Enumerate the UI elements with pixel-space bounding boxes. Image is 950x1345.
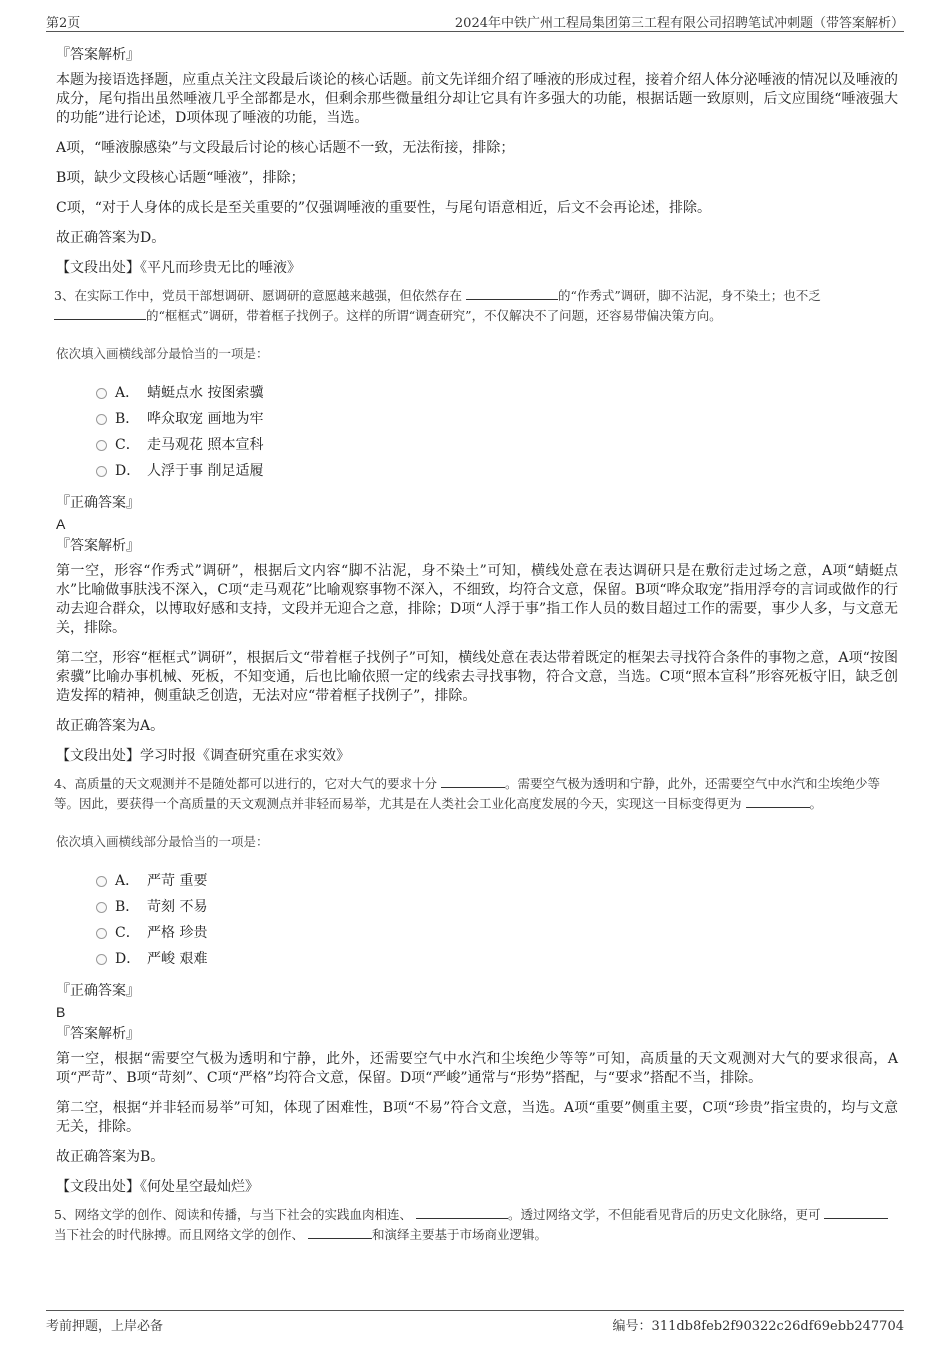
fill-blank: [824, 1207, 888, 1219]
radio-icon[interactable]: [96, 388, 107, 399]
fill-blank: [466, 288, 558, 300]
stem-text: 的“框框式”调研，带着框子找例子。这样的所谓“调查研究”，不仅解决不了问题，还容易带偏决策方向。: [146, 308, 722, 323]
source-citation: 【文段出处】学习时报《调查研究重在求实效》: [56, 748, 350, 764]
analysis-label: 『答案解析』: [56, 538, 140, 554]
option-letter: C．: [115, 437, 140, 453]
option-text: 人浮于事 削足适履: [147, 463, 264, 479]
stem-text: 。需要空气极为透明和宁静，此外，还需要空气中水汽和尘埃绝少等等。因此，要获得一个高质量的天文观测点并非轻而易举，尤其是在人类社会工业化高度发展的今天，实现这一目标变得更为: [54, 776, 880, 811]
document-title: 2024年中铁广州工程局集团第三工程有限公司招聘笔试冲刺题（带答案解析）: [454, 16, 904, 31]
radio-icon[interactable]: [96, 440, 107, 451]
analysis-label: 『答案解析』: [56, 1026, 140, 1042]
option-text: 苛刻 不易: [147, 899, 208, 915]
option-d[interactable]: [96, 946, 898, 972]
fill-blank: [308, 1227, 372, 1239]
page-footer: [46, 1310, 904, 1332]
analysis-paragraph: B项，缺少文段核心话题“唾液”，排除；: [56, 170, 305, 186]
analysis-paragraph: 第二空，形容“框框式”调研”，根据后文“带着框子找例子”可知，横线处意在表达带着既定的框架去寻找符合条件的事物之意，A项“按图索骥”比喻办事机械、死板，不知变通，后也比喻依照一定的线索去寻找事物，符合文意，当选。C项“照本宣科”形容死板守旧，缺乏创造发挥的精神，侧重缺乏创造，无法对应“带着框子找例子”，排除。: [56, 650, 898, 704]
fill-blank: [746, 796, 810, 808]
analysis-label: 『答案解析』: [56, 47, 140, 63]
footer-slogan: 考前押题，上岸必备: [46, 1319, 164, 1334]
stem-text: 3、在实际工作中，党员干部想调研、愿调研的意愿越来越强，但依然存在: [54, 288, 462, 303]
analysis-paragraph: 第二空，根据“并非轻而易举”可知，体现了困难性，B项“不易”符合文意，当选。A项“重要”侧重主要，C项“珍贵”指宝贵的，均与文意无关，排除。: [56, 1100, 898, 1135]
option-letter: C．: [115, 925, 140, 941]
radio-icon[interactable]: [96, 902, 107, 913]
option-b[interactable]: [96, 894, 898, 920]
radio-icon[interactable]: [96, 954, 107, 965]
stem-text: 5、网络文学的创作、阅读和传播，与当下社会的实践血肉相连、: [54, 1207, 412, 1222]
option-text: 严苛 重要: [147, 873, 208, 889]
option-a[interactable]: [96, 868, 898, 894]
stem-text: 和演绎主要基于市场商业逻辑。: [372, 1227, 548, 1242]
analysis-paragraph: 第一空，根据“需要空气极为透明和宁静，此外，还需要空气中水汽和尘埃绝少等等”可知，高质量的天文观测对大气的要求很高，A项“严苛”、B项“苛刻”、C项“严格”均符合文意，保留。D项“严峻”通常与“形势”搭配，与“要求”搭配不当，排除。: [56, 1051, 898, 1086]
option-c[interactable]: [96, 432, 898, 458]
analysis-paragraph: C项，“对于人身体的成长是至关重要的”仅强调唾液的重要性，与尾句语意相近，后文不会再论述，排除。: [56, 200, 712, 216]
radio-icon[interactable]: [96, 876, 107, 887]
option-letter: B．: [115, 411, 140, 427]
conclusion: 故正确答案为A。: [56, 718, 165, 734]
analysis-paragraph: A项，“唾液腺感染”与文段最后讨论的核心话题不一致，无法衔接，排除；: [56, 140, 515, 156]
option-letter: B．: [115, 899, 140, 915]
question-instruction: 依次填入画横线部分最恰当的一项是：: [56, 346, 269, 361]
conclusion: 故正确答案为D。: [56, 230, 166, 246]
page-content: [56, 46, 898, 1263]
conclusion: 故正确答案为B。: [56, 1149, 165, 1165]
question-5-stem: [54, 1205, 898, 1245]
correct-answer: A: [56, 516, 66, 532]
option-letter: D．: [115, 951, 141, 967]
stem-text: 的“作秀式”调研，脚不沾泥，身不染土；也不乏: [557, 288, 821, 303]
page-number: 第2页: [46, 16, 81, 31]
question-instruction: 依次填入画横线部分最恰当的一项是：: [56, 834, 269, 849]
analysis-paragraph: 第一空，形容“作秀式”调研”，根据后文内容“脚不沾泥，身不染土”可知，横线处意在表达调研只是在敷衍走过场之意，A项“蜻蜓点水”比喻做事肤浅不深入，C项“走马观花”比喻观察事物不深入，不细致，均符合文意，保留。B项“哗众取宠”指用浮夸的言词或做作的行动去迎合群众，以博取好感和支持，文段并无迎合之意，排除；D项“人浮于事”指工作人员的数目超过工作的需要，事少人多，与文意无关，排除。: [56, 563, 898, 636]
fill-blank: [54, 308, 146, 320]
option-c[interactable]: [96, 920, 898, 946]
option-text: 走马观花 照本宣科: [147, 437, 264, 453]
correct-answer-label: 『正确答案』: [56, 495, 140, 511]
radio-icon[interactable]: [96, 928, 107, 939]
stem-text: 当下社会的时代脉搏。而且网络文学的创作、: [54, 1227, 305, 1242]
radio-icon[interactable]: [96, 466, 107, 477]
question-4-stem: [54, 774, 898, 814]
stem-text: 。透过网络文学，不但能看见背后的历史文化脉络，更可: [507, 1207, 821, 1222]
option-a[interactable]: [96, 380, 898, 406]
question-4-options: [96, 868, 898, 972]
option-b[interactable]: [96, 406, 898, 432]
question-3-options: [96, 380, 898, 484]
document-id: 编号：311db8feb2f90322c26df69ebb247704: [612, 1319, 904, 1334]
option-text: 哗众取宠 画地为牢: [147, 411, 264, 427]
option-letter: A．: [115, 385, 140, 401]
fill-blank: [416, 1207, 508, 1219]
fill-blank: [441, 776, 505, 788]
analysis-paragraph: 本题为接语选择题，应重点关注文段最后谈论的核心话题。前文先详细介绍了唾液的形成过程，接着介绍人体分泌唾液的情况以及唾液的成分，尾句指出虽然唾液几乎全部都是水，但剩余那些微量组分却让它具有许多强大的功能，根据话题一致原则，后文应围绕“唾液强大的功能”进行论述，D项体现了唾液的功能，当选。: [56, 72, 898, 126]
page-header: [46, 10, 904, 32]
option-text: 严峻 艰难: [147, 951, 208, 967]
stem-text: 4、高质量的天文观测并不是随处都可以进行的，它对大气的要求十分: [54, 776, 437, 791]
option-letter: D．: [115, 463, 141, 479]
option-letter: A．: [115, 873, 140, 889]
question-3-stem: [54, 286, 898, 326]
source-citation: 【文段出处】《何处星空最灿烂》: [56, 1179, 259, 1195]
correct-answer-label: 『正确答案』: [56, 983, 140, 999]
radio-icon[interactable]: [96, 414, 107, 425]
option-text: 严格 珍贵: [147, 925, 208, 941]
option-text: 蜻蜓点水 按图索骥: [147, 385, 264, 401]
source-citation: 【文段出处】《平凡而珍贵无比的唾液》: [56, 260, 301, 276]
option-d[interactable]: [96, 458, 898, 484]
correct-answer: B: [56, 1004, 66, 1020]
stem-text: 。: [809, 796, 823, 811]
